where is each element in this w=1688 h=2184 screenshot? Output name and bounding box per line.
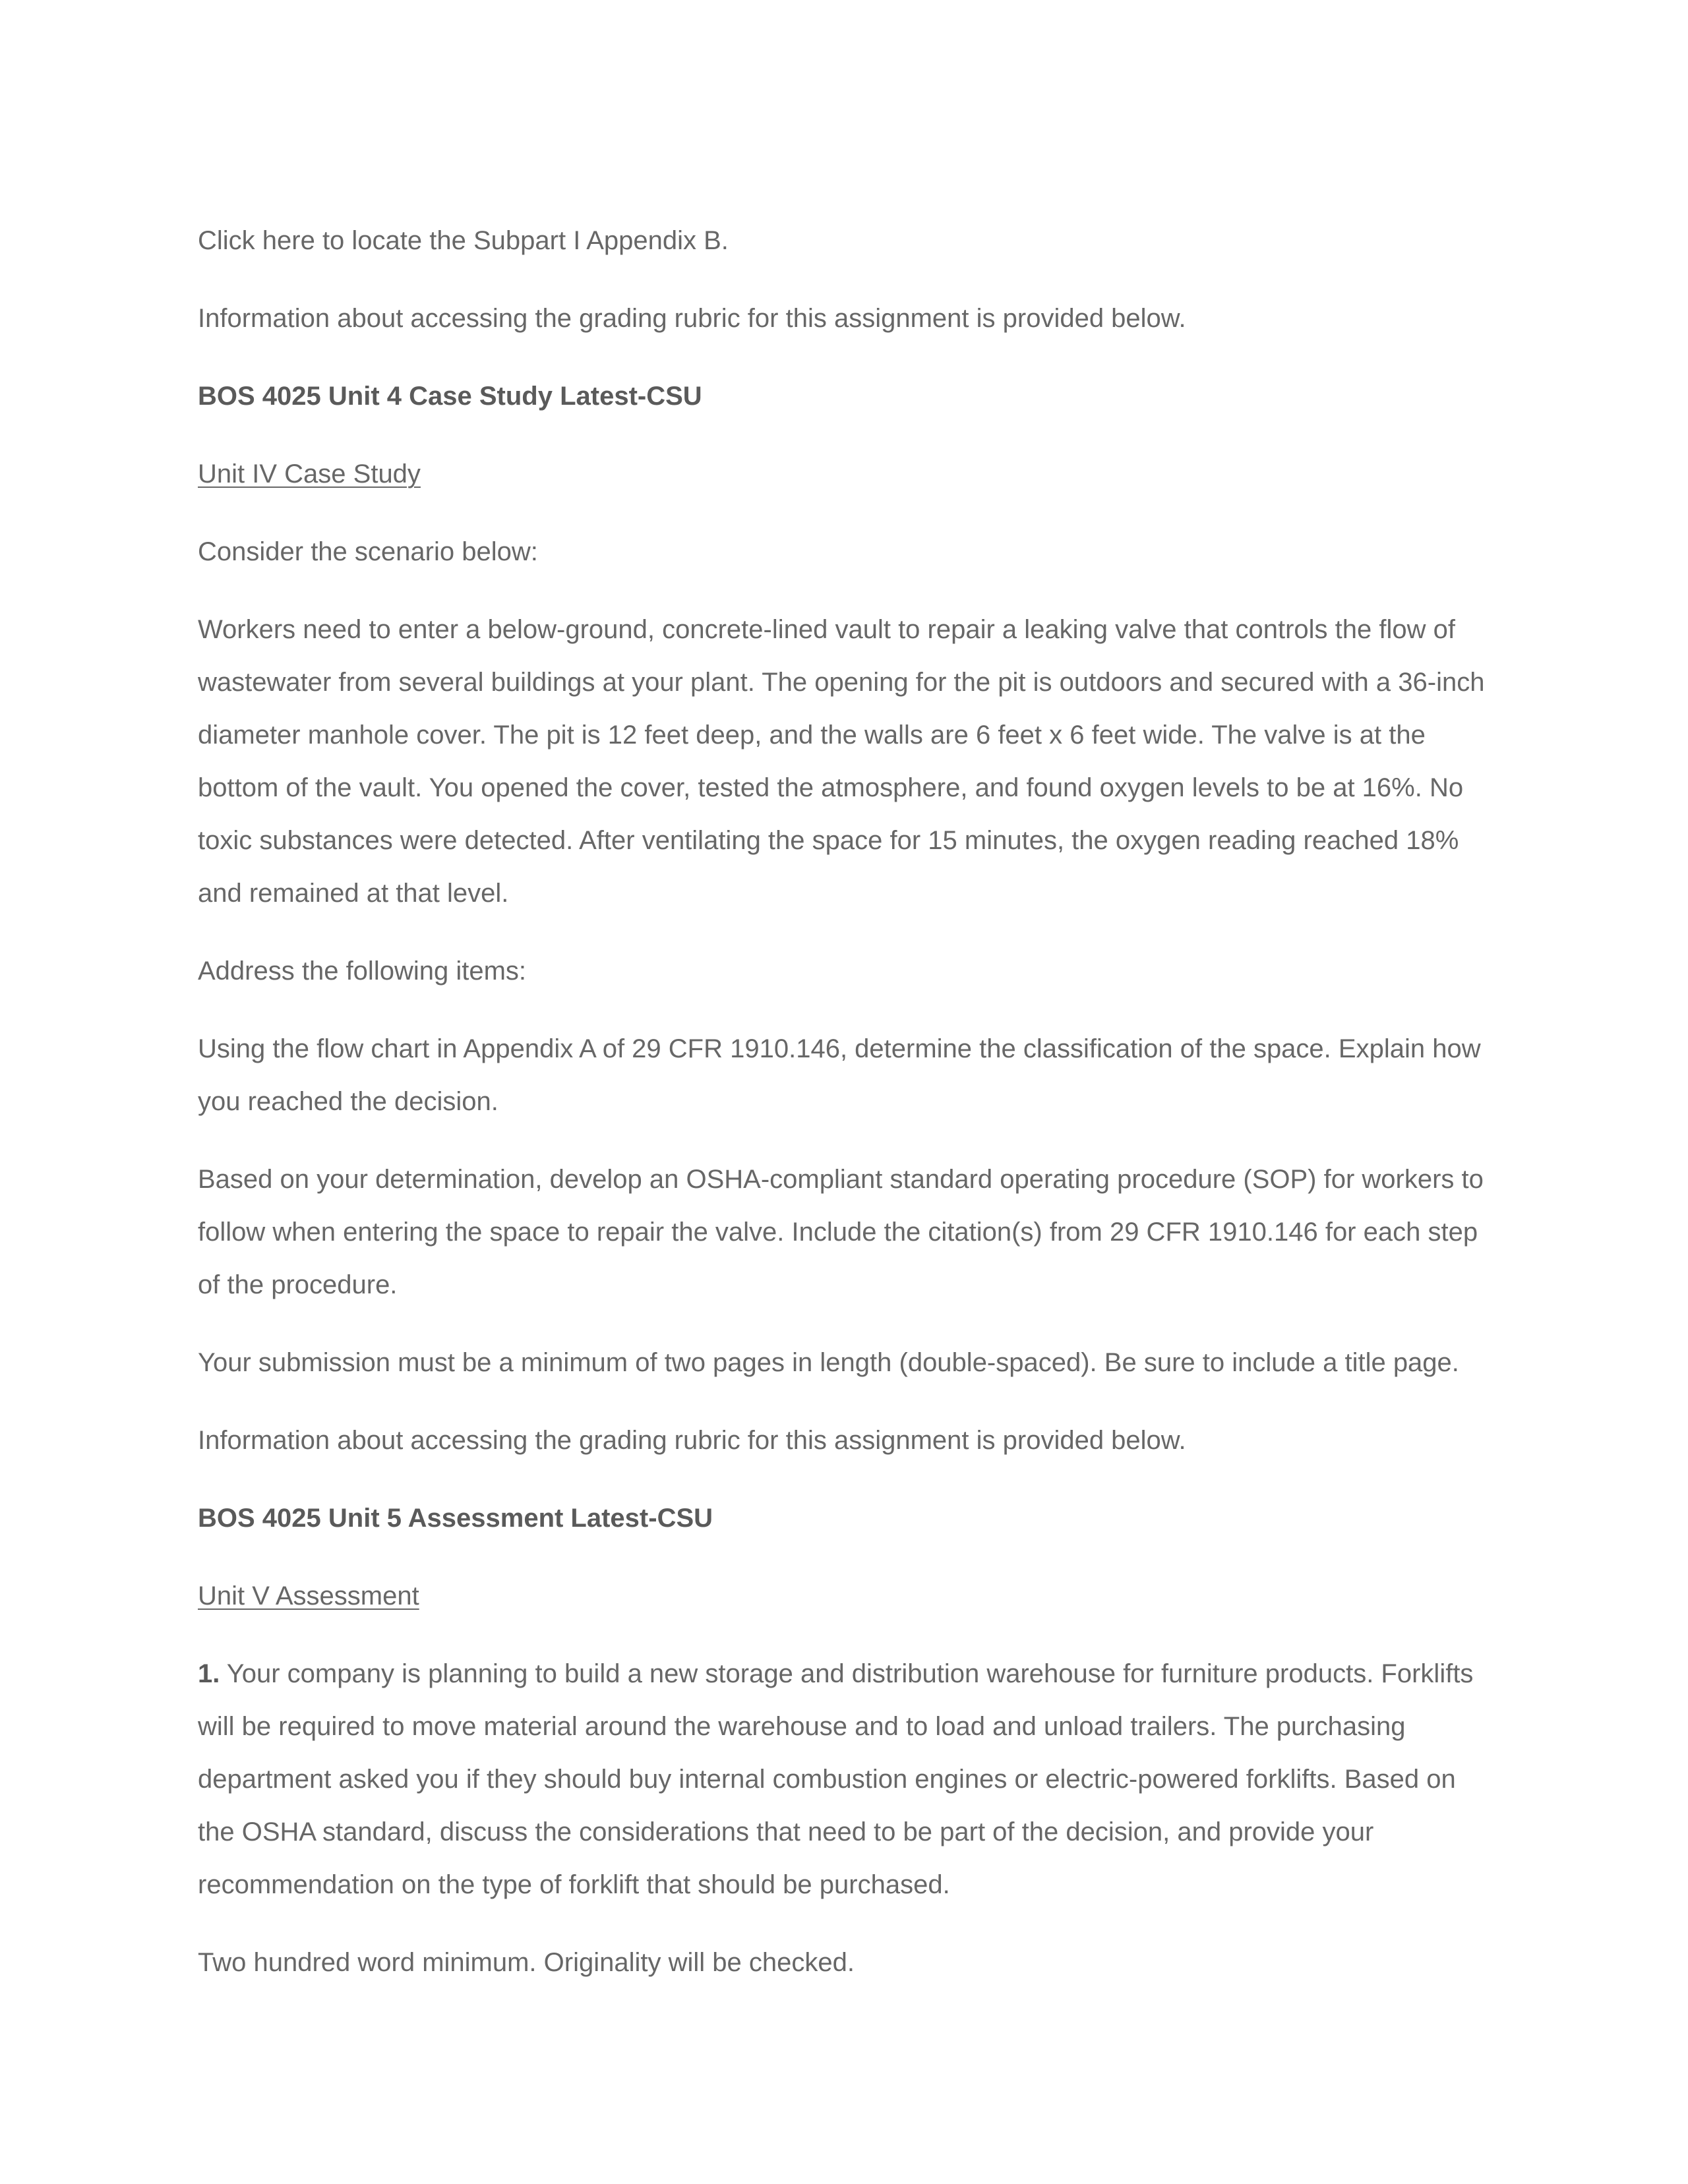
subpart-link-text[interactable]: Click here to locate the Subpart I Appendix B. [198,226,729,255]
unit4-link-paragraph [198,448,1490,500]
unit5-link-paragraph [198,1570,1490,1622]
rubric-info-text: Information about accessing the grading rubric for this assignment is provided below. [198,304,1186,333]
submission-requirement-text: Your submission must be a minimum of two pages in length (double-spaced). Be sure to include a title page. [198,1348,1459,1377]
sop-item-text: Based on your determination, develop an OSHA-compliant standard operating procedure (SOP) for workers to follow when entering the space to repair the valve. Include the citation(s) from 29 CFR 1910.146 for each step of the procedure. [198,1165,1484,1299]
consider-text: Consider the scenario below: [198,537,538,566]
question-1-text: Your company is planning to build a new storage and distribution warehouse for furniture products. Forklifts will be required to move material around the warehouse and to load and unload trailers. The purchasing department asked you if they should buy internal combustion engines or electric-powered forklifts. Based on the OSHA standard, discuss the considerations that need to be part of the decision, and provide your recommendation on the type of forklift that should be purchased. [198,1659,1474,1899]
unit4-heading: BOS 4025 Unit 4 Case Study Latest-CSU [198,382,702,411]
document-page [198,214,1490,2014]
word-minimum-text: Two hundred word minimum. Originality will be checked. [198,1948,855,1977]
unit4-case-study-link[interactable]: Unit IV Case Study [198,459,421,488]
question-1-number: 1. [198,1659,220,1688]
rubric-info-text-2: Information about accessing the grading rubric for this assignment is provided below. [198,1426,1186,1455]
flowchart-item-text: Using the flow chart in Appendix A of 29 CFR 1910.146, determine the classification of the space. Explain how you reached the decision. [198,1034,1481,1116]
scenario-text: Workers need to enter a below-ground, concrete-lined vault to repair a leaking valve that controls the flow of wastewater from several buildings at your plant. The opening for the pit is outdoors and secured with a 36-inch diameter manhole cover. The pit is 12 feet deep, and the walls are 6 feet x 6 feet wide. The valve is at the bottom of the vault. You opened the cover, tested the atmosphere, and found oxygen levels to be at 16%. No toxic substances were detected. After ventilating the space for 15 minutes, the oxygen reading reached 18% and remained at that level. [198,615,1485,908]
address-items-text: Address the following items: [198,957,527,986]
unit5-assessment-link[interactable]: Unit V Assessment [198,1581,419,1610]
unit5-heading: BOS 4025 Unit 5 Assessment Latest-CSU [198,1504,713,1533]
question-1 [198,1647,1490,1911]
